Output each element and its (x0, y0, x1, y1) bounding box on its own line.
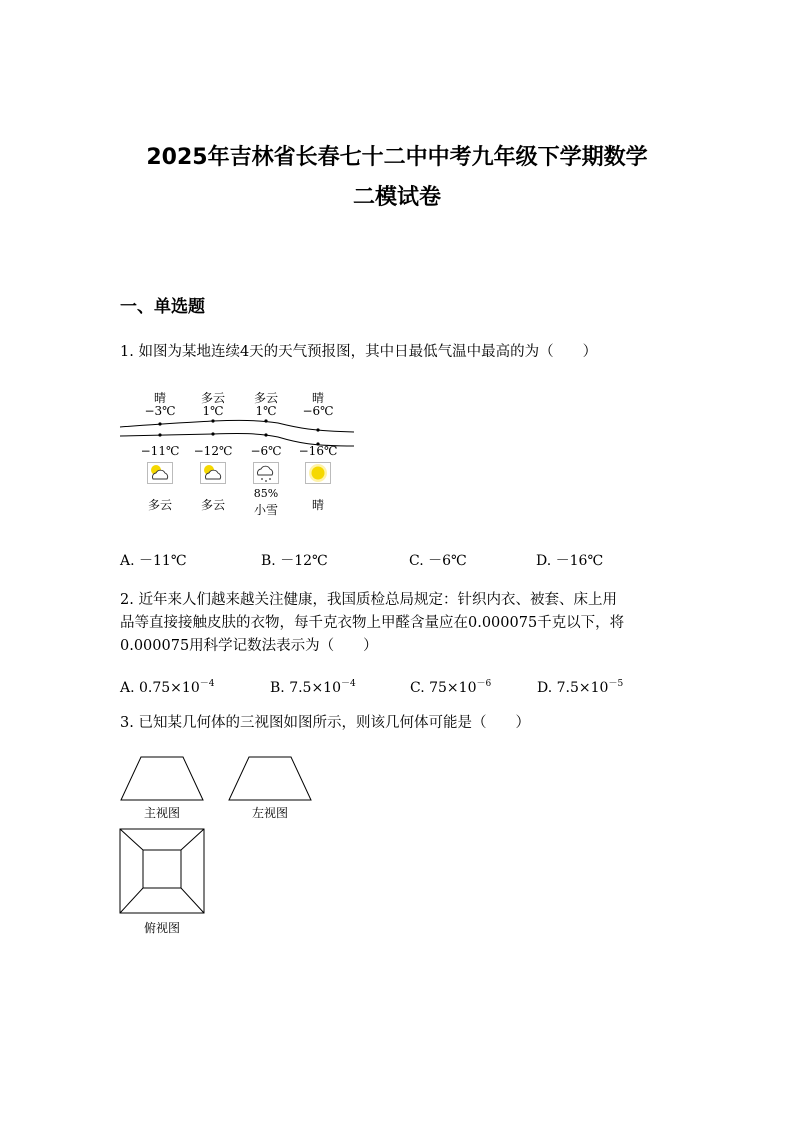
snow-cloud-icon (253, 462, 279, 484)
q2-option-b-exponent: －4 (341, 679, 356, 689)
high-point-day4 (316, 428, 319, 431)
q2-option-d[interactable] (537, 676, 623, 696)
low-point-day3 (264, 433, 267, 436)
q2-option-a-base: A. 0.75×10 (120, 680, 200, 696)
sun-icon (305, 462, 331, 484)
front-view-label: 主视图 (143, 806, 180, 820)
front-view-trapezoid (119, 756, 205, 802)
high-point-day2 (211, 419, 214, 422)
day2-weather-bottom: 多云 (200, 498, 225, 512)
q2-option-b[interactable] (270, 676, 356, 696)
question-1-options (120, 550, 680, 572)
top-view-square (119, 828, 205, 914)
q2-option-d-base: D. 7.5×10 (537, 680, 609, 696)
day3-weather-top: 多云 (253, 391, 278, 405)
top-view-label: 俯视图 (143, 921, 180, 935)
sun-cloud-icon (147, 462, 173, 484)
day1-weather-top: 晴 (153, 391, 166, 405)
question-2-line2: 品等直接接触皮肤的衣物，每千克衣物上甲醛含量应在0.000075千克以下，将 (120, 615, 625, 631)
day3-high-temp: 1℃ (255, 404, 277, 418)
q2-option-c-base: C. 75×10 (410, 680, 477, 696)
question-2-line1: 2. 近年来人们越来越关注健康，我国质检总局规定：针织内衣、被套、床上用 (120, 592, 617, 608)
q2-option-b-base: B. 7.5×10 (270, 680, 341, 696)
q1-option-b[interactable]: B. －12℃ (261, 553, 328, 569)
document-title-line1: 2025年吉林省长春七十二中中考九年级下学期数学 (146, 145, 648, 170)
day4-high-temp: −6℃ (302, 404, 334, 418)
low-point-day1 (158, 433, 161, 436)
day4-low-temp: −16℃ (298, 444, 338, 458)
day3-weather-bottom: 小雪 (253, 503, 278, 517)
high-point-day3 (264, 419, 267, 422)
q1-option-c[interactable]: C. －6℃ (409, 553, 467, 569)
day4-weather-top: 晴 (311, 391, 324, 405)
day3-low-temp: −6℃ (250, 444, 282, 458)
question-2-options (120, 676, 680, 698)
left-view-trapezoid (227, 756, 313, 802)
question-3-text: 3. 已知某几何体的三视图如图所示，则该几何体可能是（ ） (120, 715, 530, 731)
q1-option-d[interactable]: D. －16℃ (536, 553, 604, 569)
day2-weather-top: 多云 (200, 391, 225, 405)
question-1-text: 1. 如图为某地连续4天的天气预报图，其中日最低气温中最高的为（ ） (120, 344, 598, 360)
weather-forecast-figure (118, 386, 358, 518)
section-heading: 一、单选题 (120, 297, 205, 317)
q2-option-a[interactable] (120, 676, 214, 696)
q1-option-a[interactable]: A. －11℃ (120, 553, 187, 569)
left-view-label: 左视图 (251, 806, 288, 820)
day1-high-temp: −3℃ (144, 404, 176, 418)
q2-option-c[interactable] (410, 676, 491, 696)
day3-extra: 85% (253, 487, 279, 500)
sun-cloud-icon (200, 462, 226, 484)
q2-option-a-exponent: －4 (199, 679, 215, 689)
high-point-day1 (158, 422, 161, 425)
question-2-line3: 0.000075用科学记数法表示为（ ） (120, 638, 378, 654)
day2-high-temp: 1℃ (202, 404, 224, 418)
document-title-line2: 二模试卷 (352, 185, 441, 210)
q2-option-d-exponent: －5 (608, 679, 624, 689)
day2-low-temp: −12℃ (193, 444, 233, 458)
day1-low-temp: −11℃ (140, 444, 180, 458)
day4-weather-bottom: 晴 (311, 498, 324, 512)
day1-weather-bottom: 多云 (147, 498, 172, 512)
low-point-day2 (211, 432, 214, 435)
q2-option-c-exponent: －6 (476, 679, 492, 689)
